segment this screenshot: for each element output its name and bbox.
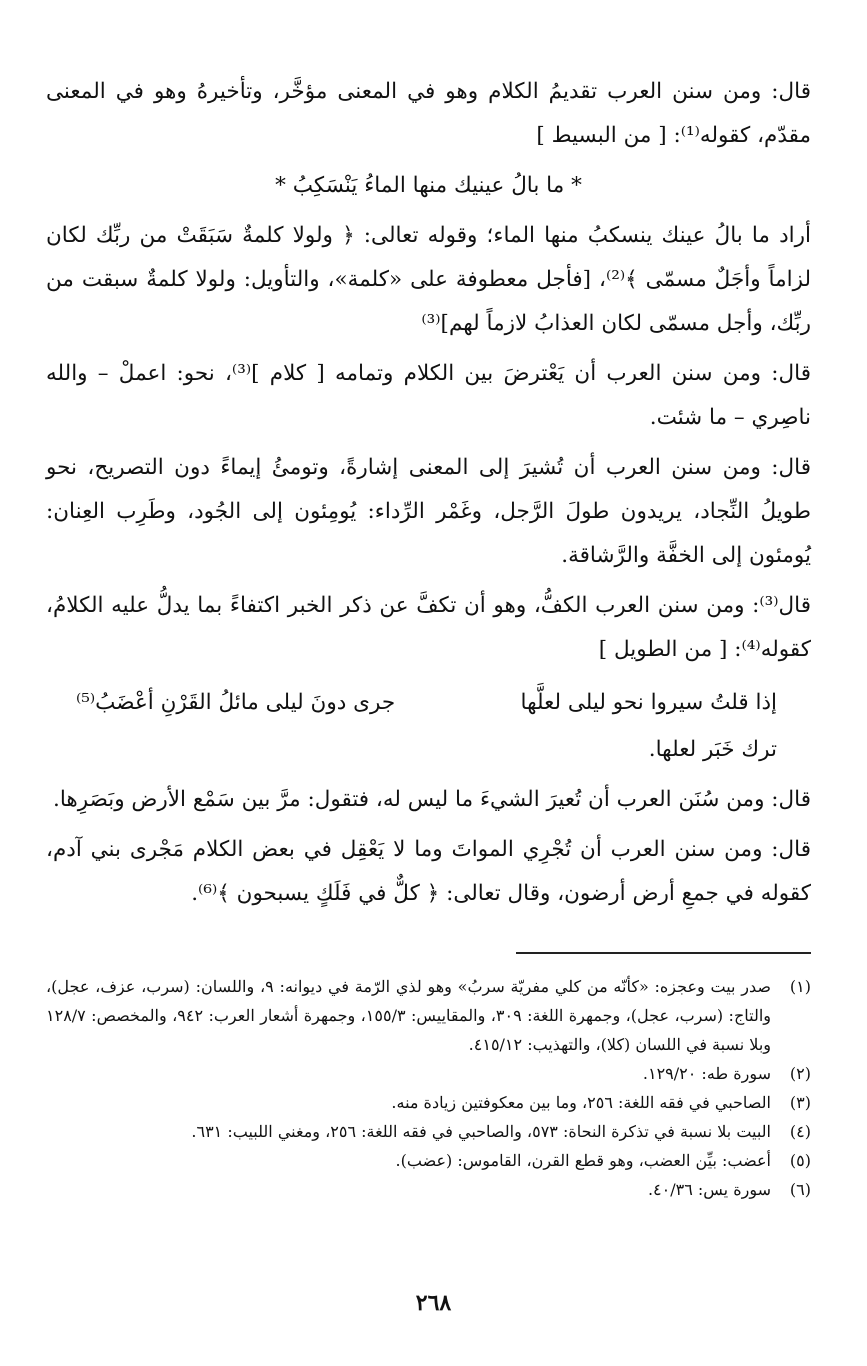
page-number: ٢٦٨ — [415, 1290, 452, 1316]
footnote-text: صدر بيت وعجزه: «كأنّه من كلي مفريّة سربُ» وهو لذي الرّمة في ديوانه: ٩، واللسان: (سرب، عزف، عجل)، والتاج: (سرب، عجل)، وجمهرة اللغة: ٣٠٩، والمقاييس: ١٥٥/٣، وجمهرة أشعار العرب: ٩٤٢، والمخصص: ١٢٨/٧ وبلا نسبة في اللسان (كلا)، والتهذيب: ٤١٥/١٢. — [46, 977, 772, 1054]
footnote — [46, 1059, 811, 1088]
footnote — [46, 1117, 811, 1146]
paragraph-6: قال: ومن سُنَن العرب أن تُعيرَ الشيءَ ما ليس له، فتقول: مرَّ بين سَمْع الأرض وبَصَرِها. — [52, 787, 811, 812]
footnote-text: الصاحبي في فقه اللغة: ٢٥٦، وما بين معكوفتين زيادة منه. — [391, 1093, 771, 1112]
footnote-text: سورة يس: ٤٠/٣٦. — [647, 1180, 771, 1199]
paragraph-4: قال: ومن سنن العرب أن تُشيرَ إلى المعنى إشارةً، وتومئُ إيماءً دون التصريح، نحو طويلُ النِّجاد، يريدون طولَ الرَّجل، وغَمْر الرِّداء: يُومِئون إلى الجُود، وطَرِب العِنان: يُومئون إلى الخفَّة والرَّشاقة. — [46, 455, 811, 568]
main-text — [46, 70, 811, 922]
footnote-number: (٦) — [789, 1180, 811, 1199]
footnote — [46, 972, 811, 1059]
paragraph-2: أراد ما بالُ عينك ينسكبُ منها الماء؛ وقوله تعالى: ﴿ ولولا كلمةٌ سَبَقَتْ من ربِّك لكان لزاماً وأجَلٌ مسمّى ﴾⁽²⁾، [فأجل معطوفة على «كلمة»، والتأويل: ولولا كلمةٌ سبقت من ربِّك، وأجل مسمّى لكان العذابُ لازماً لهم]⁽³⁾ — [46, 223, 812, 336]
footnote-number: (١) — [789, 977, 811, 996]
poem-second-hemistich: جرى دونَ ليلى مائلُ القَرْنِ أعْضَبُ⁽⁵⁾ — [76, 690, 396, 715]
footnotes — [46, 972, 811, 1204]
paragraph-7: قال: ومن سنن العرب أن تُجْرِي المواتَ وما لا يَعْقِل في بعض الكلام مَجْرى بني آدم، كقوله في جمعِ أرض أرضون، وقال تعالى: ﴿ كلٌّ في فَلَكٍ يسبحون ﴾⁽⁶⁾. — [46, 837, 811, 906]
paragraph-5: قال⁽³⁾: ومن سنن العرب الكفُّ، وهو أن تكفَّ عن ذكر الخبر اكتفاءً بما يدلُّ عليه الكلامُ، كقوله⁽⁴⁾: [ من الطويل ] — [46, 593, 811, 662]
verse-quote: * ما بالُ عينيك منها الماءُ يَنْسَكِبُ * — [275, 173, 582, 198]
footnote-separator — [516, 952, 811, 954]
footnote-number: (٣) — [789, 1093, 811, 1112]
footnote — [46, 1088, 811, 1117]
footnote-text: أعضب: بيِّن العضب، وهو قطع القرن، القاموس: (عضب). — [395, 1151, 771, 1170]
footnote-text: سورة طه: ١٢٩/٢٠. — [642, 1064, 771, 1083]
paragraph-3: قال: ومن سنن العرب أن يَعْترضَ بين الكلام وتمامه [ كلام ]⁽³⁾، نحو: اعملْ – والله ناصِري – ما شئت. — [46, 361, 811, 430]
footnote-number: (٤) — [789, 1122, 811, 1141]
paragraph-1: قال: ومن سنن العرب تقديمُ الكلام وهو في المعنى مؤخَّر، وتأخيرهُ وهو في المعنى مقدّم، كقوله⁽¹⁾: [ من البسيط ] — [46, 79, 811, 148]
footnote-number: (٢) — [789, 1064, 811, 1083]
poem-note: ترك خَبَر لعلها. — [648, 737, 777, 762]
poem-verse — [46, 678, 811, 728]
footnote-number: (٥) — [789, 1151, 811, 1170]
poem-first-hemistich: إذا قلتُ سيروا نحو ليلى لعلَّها — [520, 690, 777, 715]
footnote — [46, 1175, 811, 1204]
footnote-text: البيت بلا نسبة في تذكرة النحاة: ٥٧٣، والصاحبي في فقه اللغة: ٢٥٦، ومغني اللبيب: ٦٣١. — [191, 1122, 771, 1141]
footnote — [46, 1146, 811, 1175]
